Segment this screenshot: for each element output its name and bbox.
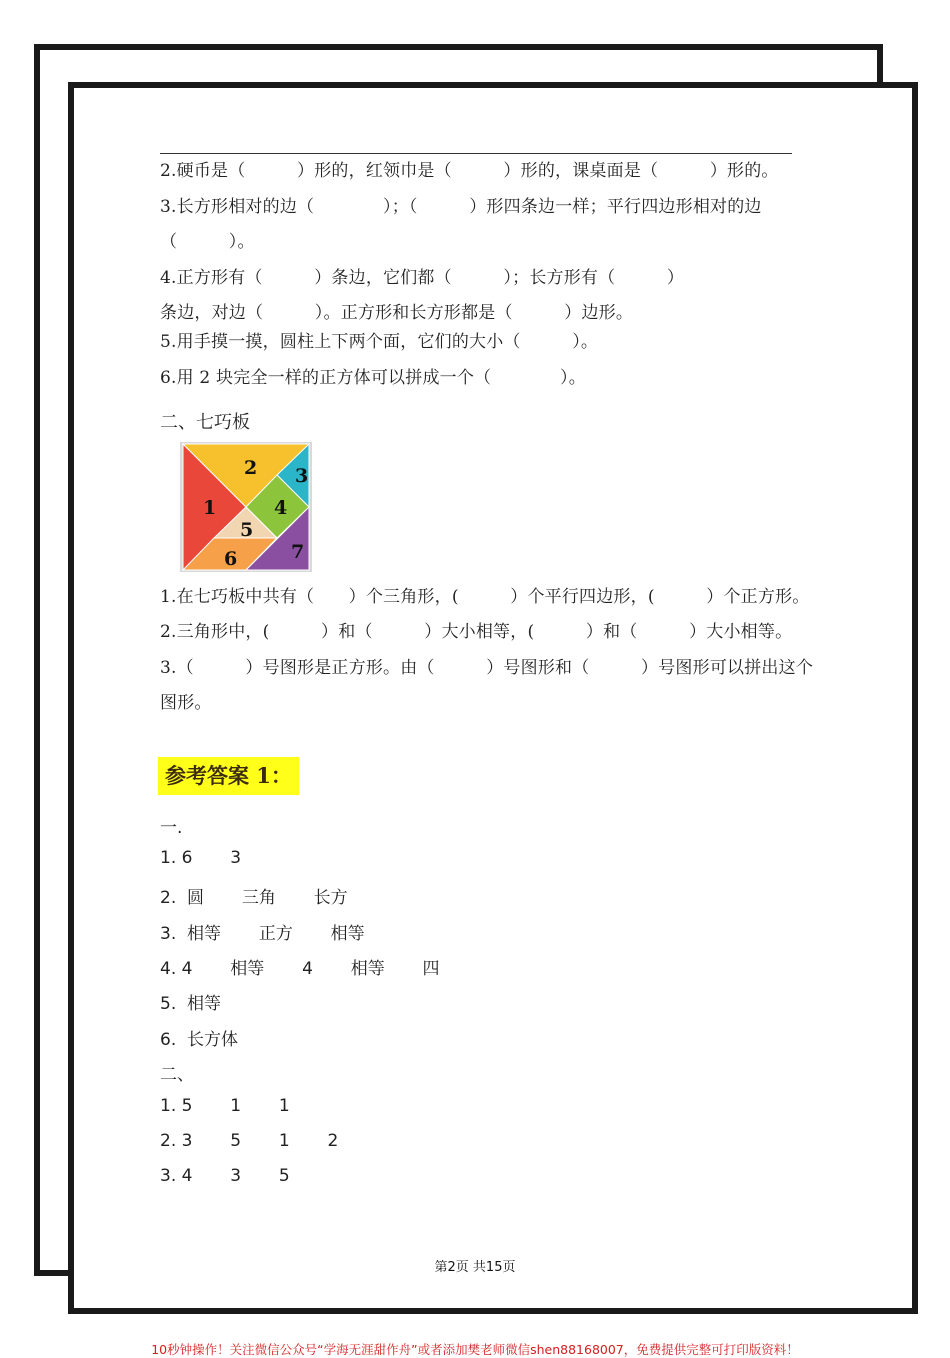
answer-line: 一. <box>160 818 183 838</box>
tangram-label-2: 2 <box>244 457 258 479</box>
answer-title: 参考答案 1： <box>158 757 299 795</box>
footer-note: 10秒钟操作！关注微信公众号“学海无涯甜作舟”或者添加樊老师微信shen88168007，免费提供完整可打印版资料！ <box>151 1342 799 1357</box>
tangram-label-6: 6 <box>224 548 238 570</box>
tangram-label-7: 7 <box>291 541 305 563</box>
question-4: 4.正方形有（ ）条边，它们都（ ）；长方形有（ ） <box>160 268 685 288</box>
tangram-label-4: 4 <box>274 497 288 519</box>
tangram-question-3: 3.（ ）号图形是正方形。由（ ）号图形和（ ）号图形可以拼出这个 <box>160 658 814 678</box>
question-5: 5.用手摸一摸，圆柱上下两个面，它们的大小（ ）。 <box>160 332 599 352</box>
answer-line: 4. 4 相等 4 相等 四 <box>160 959 440 979</box>
tangram-question-1: 1.在七巧板中共有（ ）个三角形，( ）个平行四边形，( ）个正方形。 <box>160 587 810 607</box>
answer-line: 3. 相等 正方 相等 <box>160 924 365 944</box>
question-6: 6.用 2 块完全一样的正方体可以拼成一个（ ）。 <box>160 368 586 388</box>
section-tangram-title: 二、七巧板 <box>160 412 250 433</box>
tangram-label-5: 5 <box>240 519 254 541</box>
tangram-question-2: 2.三角形中，( ）和（ ）大小相等，( ）和（ ）大小相等。 <box>160 622 793 642</box>
page-number: 第2页 共15页 <box>434 1260 516 1275</box>
tangram-label-1: 1 <box>203 497 217 519</box>
tangram-question-3-cont: 图形。 <box>160 693 212 713</box>
tangram-label-3: 3 <box>295 465 309 487</box>
answer-line: 二、 <box>160 1065 194 1085</box>
question-3: 3.长方形相对的边（ ）；（ ）形四条边一样；平行四边形相对的边 <box>160 197 762 217</box>
answer-line: 5. 相等 <box>160 994 222 1014</box>
answer-line: 2. 圆 三角 长方 <box>160 888 348 908</box>
answer-line: 3. 4 3 5 <box>160 1166 290 1186</box>
answer-line: 2. 3 5 1 2 <box>160 1131 339 1151</box>
answer-line: 6. 长方体 <box>160 1030 239 1050</box>
question-4-cont: 条边，对边（ ）。正方形和长方形都是（ ）边形。 <box>160 303 634 323</box>
header-rule <box>160 153 792 154</box>
question-2: 2.硬币是（ ）形的，红领巾是（ ）形的，课桌面是（ ）形的。 <box>160 161 779 181</box>
answer-line: 1. 5 1 1 <box>160 1096 290 1116</box>
question-3-cont: （ ）。 <box>160 232 255 252</box>
answer-line: 1. 6 3 <box>160 848 242 868</box>
tangram-figure <box>180 442 312 572</box>
